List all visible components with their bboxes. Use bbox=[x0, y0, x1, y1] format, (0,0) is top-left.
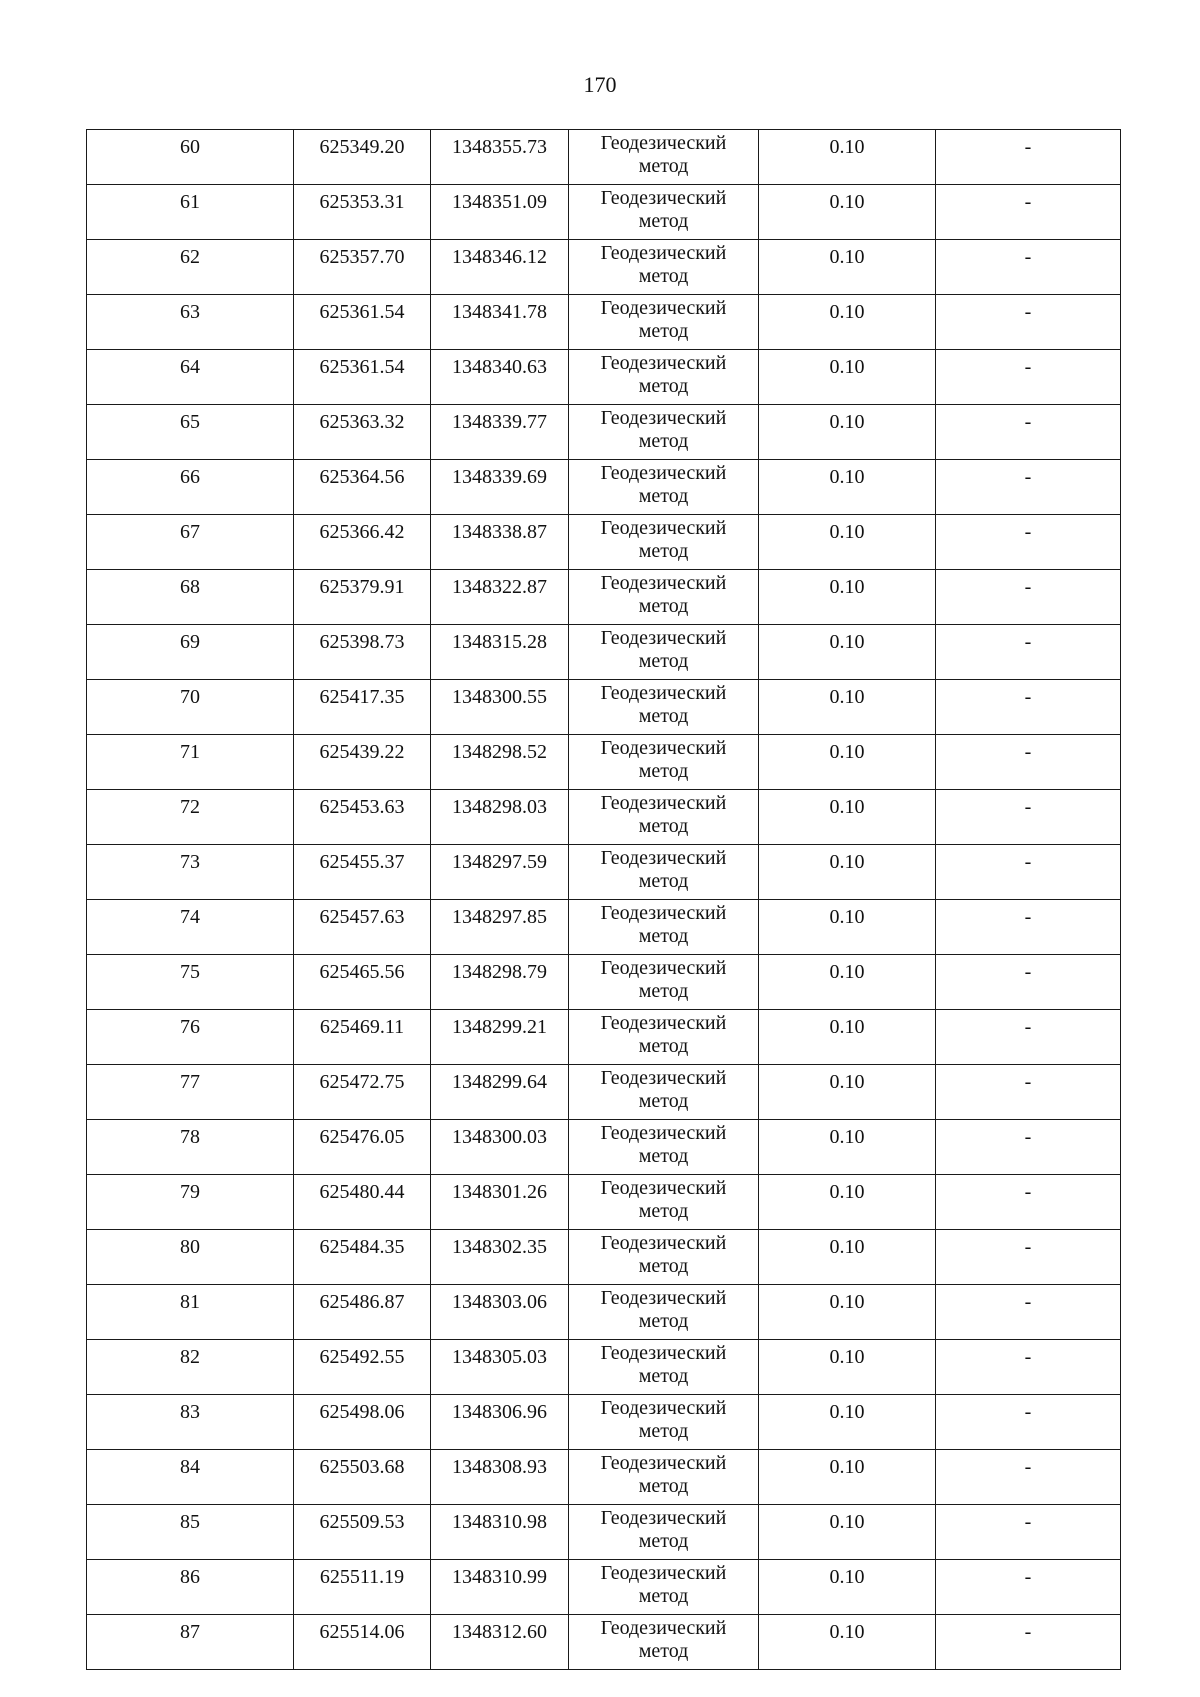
table-row bbox=[87, 845, 1121, 900]
method-cell bbox=[569, 295, 759, 350]
y-coordinate-cell: 1348306.96 bbox=[431, 1395, 569, 1450]
method-line-2: метод bbox=[638, 705, 689, 727]
y-coordinate-cell: 1348302.35 bbox=[431, 1230, 569, 1285]
method-line-1: Геодезический bbox=[600, 352, 727, 374]
table-row bbox=[87, 625, 1121, 680]
y-coordinate-cell: 1348308.93 bbox=[431, 1450, 569, 1505]
note-cell: - bbox=[936, 1285, 1121, 1340]
method-cell bbox=[569, 1615, 759, 1670]
x-coordinate-cell: 625379.91 bbox=[294, 570, 431, 625]
note-cell: - bbox=[936, 845, 1121, 900]
y-coordinate-cell: 1348298.52 bbox=[431, 735, 569, 790]
y-coordinate-cell: 1348310.99 bbox=[431, 1560, 569, 1615]
page-number: 170 bbox=[583, 72, 617, 97]
point-number-cell: 81 bbox=[87, 1285, 294, 1340]
y-coordinate-cell: 1348355.73 bbox=[431, 130, 569, 185]
y-coordinate-cell: 1348305.03 bbox=[431, 1340, 569, 1395]
point-number-cell: 82 bbox=[87, 1340, 294, 1395]
method-line-2: метод bbox=[638, 485, 689, 507]
point-number-cell: 85 bbox=[87, 1505, 294, 1560]
method-line-1: Геодезический bbox=[600, 572, 727, 594]
point-number-cell: 75 bbox=[87, 955, 294, 1010]
method-line-2: метод bbox=[638, 650, 689, 672]
method-line-1: Геодезический bbox=[600, 242, 727, 264]
method-cell bbox=[569, 1450, 759, 1505]
x-coordinate-cell: 625366.42 bbox=[294, 515, 431, 570]
method-line-2: метод bbox=[638, 210, 689, 232]
method-cell bbox=[569, 1340, 759, 1395]
note-cell: - bbox=[936, 1065, 1121, 1120]
y-coordinate-cell: 1348315.28 bbox=[431, 625, 569, 680]
method-line-1: Геодезический bbox=[600, 737, 727, 759]
point-number-cell: 67 bbox=[87, 515, 294, 570]
point-number-cell: 61 bbox=[87, 185, 294, 240]
note-cell: - bbox=[936, 1120, 1121, 1175]
method-cell bbox=[569, 1120, 759, 1175]
method-line-1: Геодезический bbox=[600, 462, 727, 484]
x-coordinate-cell: 625457.63 bbox=[294, 900, 431, 955]
method-cell bbox=[569, 955, 759, 1010]
note-cell: - bbox=[936, 680, 1121, 735]
method-cell bbox=[569, 790, 759, 845]
note-cell: - bbox=[936, 1175, 1121, 1230]
point-number-cell: 76 bbox=[87, 1010, 294, 1065]
note-cell: - bbox=[936, 900, 1121, 955]
method-line-1: Геодезический bbox=[600, 407, 727, 429]
note-cell: - bbox=[936, 1340, 1121, 1395]
note-cell: - bbox=[936, 1395, 1121, 1450]
method-line-1: Геодезический bbox=[600, 1067, 727, 1089]
accuracy-cell: 0.10 bbox=[759, 1065, 936, 1120]
accuracy-cell: 0.10 bbox=[759, 240, 936, 295]
y-coordinate-cell: 1348297.59 bbox=[431, 845, 569, 900]
x-coordinate-cell: 625480.44 bbox=[294, 1175, 431, 1230]
point-number-cell: 73 bbox=[87, 845, 294, 900]
table-row bbox=[87, 405, 1121, 460]
y-coordinate-cell: 1348338.87 bbox=[431, 515, 569, 570]
method-line-1: Геодезический bbox=[600, 1617, 727, 1639]
method-line-1: Геодезический bbox=[600, 1012, 727, 1034]
x-coordinate-cell: 625465.56 bbox=[294, 955, 431, 1010]
method-line-2: метод bbox=[638, 540, 689, 562]
accuracy-cell: 0.10 bbox=[759, 1450, 936, 1505]
table-row bbox=[87, 1395, 1121, 1450]
method-cell bbox=[569, 1395, 759, 1450]
method-cell bbox=[569, 1065, 759, 1120]
table-row bbox=[87, 1340, 1121, 1395]
y-coordinate-cell: 1348299.21 bbox=[431, 1010, 569, 1065]
method-cell bbox=[569, 1010, 759, 1065]
table-row bbox=[87, 1285, 1121, 1340]
table-row bbox=[87, 240, 1121, 295]
x-coordinate-cell: 625361.54 bbox=[294, 295, 431, 350]
accuracy-cell: 0.10 bbox=[759, 1010, 936, 1065]
method-line-2: метод bbox=[638, 1255, 689, 1277]
table-row bbox=[87, 790, 1121, 845]
y-coordinate-cell: 1348322.87 bbox=[431, 570, 569, 625]
method-cell bbox=[569, 625, 759, 680]
method-line-1: Геодезический bbox=[600, 1507, 727, 1529]
accuracy-cell: 0.10 bbox=[759, 1505, 936, 1560]
method-line-2: метод bbox=[638, 1090, 689, 1112]
table-row bbox=[87, 1230, 1121, 1285]
x-coordinate-cell: 625514.06 bbox=[294, 1615, 431, 1670]
note-cell: - bbox=[936, 1505, 1121, 1560]
method-cell bbox=[569, 1505, 759, 1560]
table-row bbox=[87, 1505, 1121, 1560]
table-row bbox=[87, 130, 1121, 185]
note-cell: - bbox=[936, 1450, 1121, 1505]
x-coordinate-cell: 625511.19 bbox=[294, 1560, 431, 1615]
y-coordinate-cell: 1348346.12 bbox=[431, 240, 569, 295]
x-coordinate-cell: 625498.06 bbox=[294, 1395, 431, 1450]
x-coordinate-cell: 625453.63 bbox=[294, 790, 431, 845]
note-cell: - bbox=[936, 1615, 1121, 1670]
note-cell: - bbox=[936, 955, 1121, 1010]
method-line-2: метод bbox=[638, 1365, 689, 1387]
table-row bbox=[87, 900, 1121, 955]
accuracy-cell: 0.10 bbox=[759, 900, 936, 955]
note-cell: - bbox=[936, 790, 1121, 845]
method-line-2: метод bbox=[638, 1200, 689, 1222]
point-number-cell: 66 bbox=[87, 460, 294, 515]
table-row bbox=[87, 1120, 1121, 1175]
method-line-1: Геодезический bbox=[600, 1287, 727, 1309]
point-number-cell: 74 bbox=[87, 900, 294, 955]
method-line-2: метод bbox=[638, 925, 689, 947]
coordinates-table-body bbox=[87, 130, 1121, 1670]
point-number-cell: 69 bbox=[87, 625, 294, 680]
y-coordinate-cell: 1348339.69 bbox=[431, 460, 569, 515]
x-coordinate-cell: 625476.05 bbox=[294, 1120, 431, 1175]
method-line-2: метод bbox=[638, 1640, 689, 1662]
accuracy-cell: 0.10 bbox=[759, 845, 936, 900]
table-row bbox=[87, 1010, 1121, 1065]
y-coordinate-cell: 1348351.09 bbox=[431, 185, 569, 240]
x-coordinate-cell: 625349.20 bbox=[294, 130, 431, 185]
accuracy-cell: 0.10 bbox=[759, 1395, 936, 1450]
accuracy-cell: 0.10 bbox=[759, 790, 936, 845]
method-cell bbox=[569, 240, 759, 295]
accuracy-cell: 0.10 bbox=[759, 625, 936, 680]
method-cell bbox=[569, 1560, 759, 1615]
method-line-2: метод bbox=[638, 1035, 689, 1057]
x-coordinate-cell: 625469.11 bbox=[294, 1010, 431, 1065]
table-row bbox=[87, 1560, 1121, 1615]
point-number-cell: 65 bbox=[87, 405, 294, 460]
method-cell bbox=[569, 680, 759, 735]
y-coordinate-cell: 1348341.78 bbox=[431, 295, 569, 350]
note-cell: - bbox=[936, 570, 1121, 625]
method-cell bbox=[569, 185, 759, 240]
table-row bbox=[87, 1450, 1121, 1505]
method-line-1: Геодезический bbox=[600, 1122, 727, 1144]
method-line-1: Геодезический bbox=[600, 1342, 727, 1364]
method-line-1: Геодезический bbox=[600, 847, 727, 869]
note-cell: - bbox=[936, 515, 1121, 570]
y-coordinate-cell: 1348300.03 bbox=[431, 1120, 569, 1175]
accuracy-cell: 0.10 bbox=[759, 130, 936, 185]
point-number-cell: 72 bbox=[87, 790, 294, 845]
table-row bbox=[87, 735, 1121, 790]
point-number-cell: 63 bbox=[87, 295, 294, 350]
point-number-cell: 60 bbox=[87, 130, 294, 185]
x-coordinate-cell: 625472.75 bbox=[294, 1065, 431, 1120]
method-line-2: метод bbox=[638, 1420, 689, 1442]
method-cell bbox=[569, 900, 759, 955]
method-cell bbox=[569, 515, 759, 570]
accuracy-cell: 0.10 bbox=[759, 735, 936, 790]
method-line-1: Геодезический bbox=[600, 792, 727, 814]
table-row bbox=[87, 570, 1121, 625]
y-coordinate-cell: 1348339.77 bbox=[431, 405, 569, 460]
note-cell: - bbox=[936, 1230, 1121, 1285]
point-number-cell: 77 bbox=[87, 1065, 294, 1120]
method-line-1: Геодезический bbox=[600, 902, 727, 924]
method-line-1: Геодезический bbox=[600, 1232, 727, 1254]
method-cell bbox=[569, 350, 759, 405]
note-cell: - bbox=[936, 405, 1121, 460]
method-line-1: Геодезический bbox=[600, 1177, 727, 1199]
point-number-cell: 78 bbox=[87, 1120, 294, 1175]
table-row bbox=[87, 1175, 1121, 1230]
method-line-2: метод bbox=[638, 155, 689, 177]
accuracy-cell: 0.10 bbox=[759, 1340, 936, 1395]
method-cell bbox=[569, 1285, 759, 1340]
x-coordinate-cell: 625417.35 bbox=[294, 680, 431, 735]
method-cell bbox=[569, 405, 759, 460]
point-number-cell: 70 bbox=[87, 680, 294, 735]
note-cell: - bbox=[936, 460, 1121, 515]
method-cell bbox=[569, 1175, 759, 1230]
x-coordinate-cell: 625455.37 bbox=[294, 845, 431, 900]
method-cell bbox=[569, 735, 759, 790]
y-coordinate-cell: 1348299.64 bbox=[431, 1065, 569, 1120]
method-cell bbox=[569, 845, 759, 900]
method-line-2: метод bbox=[638, 375, 689, 397]
accuracy-cell: 0.10 bbox=[759, 350, 936, 405]
note-cell: - bbox=[936, 350, 1121, 405]
y-coordinate-cell: 1348340.63 bbox=[431, 350, 569, 405]
x-coordinate-cell: 625361.54 bbox=[294, 350, 431, 405]
point-number-cell: 86 bbox=[87, 1560, 294, 1615]
method-line-2: метод bbox=[638, 595, 689, 617]
method-cell bbox=[569, 570, 759, 625]
table-row bbox=[87, 1065, 1121, 1120]
accuracy-cell: 0.10 bbox=[759, 955, 936, 1010]
accuracy-cell: 0.10 bbox=[759, 570, 936, 625]
method-line-2: метод bbox=[638, 1310, 689, 1332]
y-coordinate-cell: 1348300.55 bbox=[431, 680, 569, 735]
method-line-2: метод bbox=[638, 1475, 689, 1497]
note-cell: - bbox=[936, 130, 1121, 185]
note-cell: - bbox=[936, 625, 1121, 680]
table-row bbox=[87, 1615, 1121, 1670]
accuracy-cell: 0.10 bbox=[759, 405, 936, 460]
method-line-2: метод bbox=[638, 980, 689, 1002]
table-row bbox=[87, 955, 1121, 1010]
coordinates-table bbox=[86, 129, 1121, 1670]
accuracy-cell: 0.10 bbox=[759, 1120, 936, 1175]
point-number-cell: 83 bbox=[87, 1395, 294, 1450]
x-coordinate-cell: 625353.31 bbox=[294, 185, 431, 240]
method-cell bbox=[569, 130, 759, 185]
x-coordinate-cell: 625509.53 bbox=[294, 1505, 431, 1560]
method-line-1: Геодезический bbox=[600, 627, 727, 649]
method-cell bbox=[569, 1230, 759, 1285]
point-number-cell: 84 bbox=[87, 1450, 294, 1505]
note-cell: - bbox=[936, 295, 1121, 350]
method-line-1: Геодезический bbox=[600, 132, 727, 154]
method-line-2: метод bbox=[638, 760, 689, 782]
method-line-1: Геодезический bbox=[600, 682, 727, 704]
method-line-1: Геодезический bbox=[600, 1562, 727, 1584]
method-line-2: метод bbox=[638, 870, 689, 892]
x-coordinate-cell: 625439.22 bbox=[294, 735, 431, 790]
table-row bbox=[87, 680, 1121, 735]
accuracy-cell: 0.10 bbox=[759, 185, 936, 240]
x-coordinate-cell: 625486.87 bbox=[294, 1285, 431, 1340]
x-coordinate-cell: 625357.70 bbox=[294, 240, 431, 295]
x-coordinate-cell: 625492.55 bbox=[294, 1340, 431, 1395]
accuracy-cell: 0.10 bbox=[759, 1230, 936, 1285]
y-coordinate-cell: 1348298.79 bbox=[431, 955, 569, 1010]
method-line-2: метод bbox=[638, 320, 689, 342]
accuracy-cell: 0.10 bbox=[759, 1175, 936, 1230]
accuracy-cell: 0.10 bbox=[759, 515, 936, 570]
accuracy-cell: 0.10 bbox=[759, 680, 936, 735]
accuracy-cell: 0.10 bbox=[759, 1560, 936, 1615]
x-coordinate-cell: 625503.68 bbox=[294, 1450, 431, 1505]
method-line-2: метод bbox=[638, 815, 689, 837]
accuracy-cell: 0.10 bbox=[759, 460, 936, 515]
accuracy-cell: 0.10 bbox=[759, 1615, 936, 1670]
y-coordinate-cell: 1348297.85 bbox=[431, 900, 569, 955]
y-coordinate-cell: 1348312.60 bbox=[431, 1615, 569, 1670]
y-coordinate-cell: 1348301.26 bbox=[431, 1175, 569, 1230]
method-line-2: метод bbox=[638, 430, 689, 452]
point-number-cell: 71 bbox=[87, 735, 294, 790]
note-cell: - bbox=[936, 1010, 1121, 1065]
y-coordinate-cell: 1348310.98 bbox=[431, 1505, 569, 1560]
point-number-cell: 87 bbox=[87, 1615, 294, 1670]
method-line-2: метод bbox=[638, 1145, 689, 1167]
method-line-1: Геодезический bbox=[600, 297, 727, 319]
point-number-cell: 80 bbox=[87, 1230, 294, 1285]
x-coordinate-cell: 625363.32 bbox=[294, 405, 431, 460]
method-line-2: метод bbox=[638, 1585, 689, 1607]
point-number-cell: 64 bbox=[87, 350, 294, 405]
note-cell: - bbox=[936, 240, 1121, 295]
table-row bbox=[87, 515, 1121, 570]
method-line-2: метод bbox=[638, 1530, 689, 1552]
accuracy-cell: 0.10 bbox=[759, 295, 936, 350]
note-cell: - bbox=[936, 1560, 1121, 1615]
note-cell: - bbox=[936, 185, 1121, 240]
table-row bbox=[87, 350, 1121, 405]
method-line-1: Геодезический bbox=[600, 1397, 727, 1419]
table-row bbox=[87, 460, 1121, 515]
note-cell: - bbox=[936, 735, 1121, 790]
method-cell bbox=[569, 460, 759, 515]
point-number-cell: 62 bbox=[87, 240, 294, 295]
method-line-2: метод bbox=[638, 265, 689, 287]
accuracy-cell: 0.10 bbox=[759, 1285, 936, 1340]
method-line-1: Геодезический bbox=[600, 957, 727, 979]
x-coordinate-cell: 625484.35 bbox=[294, 1230, 431, 1285]
x-coordinate-cell: 625364.56 bbox=[294, 460, 431, 515]
table-row bbox=[87, 185, 1121, 240]
y-coordinate-cell: 1348303.06 bbox=[431, 1285, 569, 1340]
x-coordinate-cell: 625398.73 bbox=[294, 625, 431, 680]
point-number-cell: 68 bbox=[87, 570, 294, 625]
method-line-1: Геодезический bbox=[600, 187, 727, 209]
point-number-cell: 79 bbox=[87, 1175, 294, 1230]
method-line-1: Геодезический bbox=[600, 1452, 727, 1474]
table-row bbox=[87, 295, 1121, 350]
method-line-1: Геодезический bbox=[600, 517, 727, 539]
y-coordinate-cell: 1348298.03 bbox=[431, 790, 569, 845]
